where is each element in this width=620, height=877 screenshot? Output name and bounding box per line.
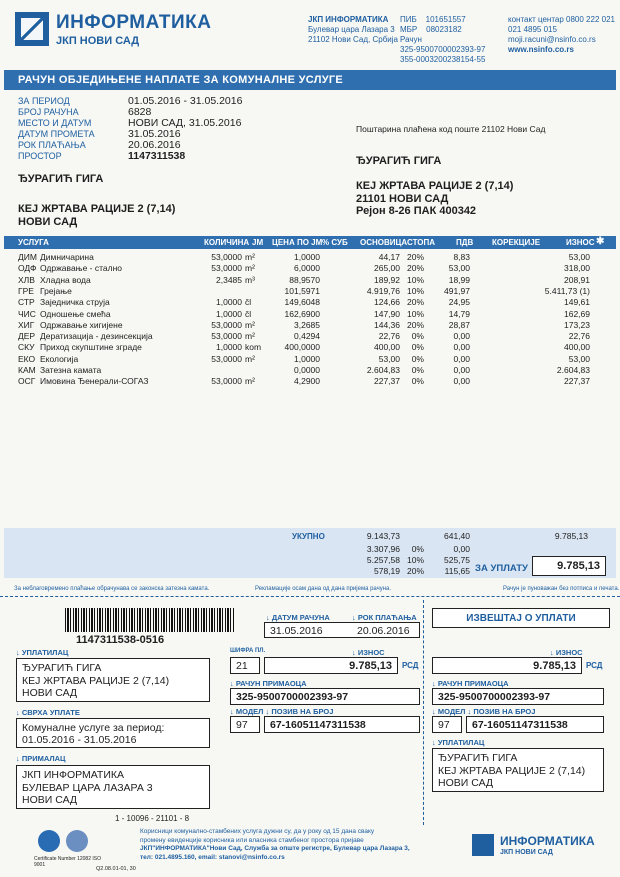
- totals-amount: 9.785,13: [554, 531, 588, 541]
- cell-name: Димничарина: [40, 252, 94, 262]
- slip-amount-box: 9.785,13: [264, 657, 398, 674]
- cell-price: 101,5971: [284, 285, 320, 296]
- cell-amount: 318,00: [564, 263, 590, 274]
- recipient-name: ЂУРАГИЋ ГИГА: [356, 155, 442, 167]
- dates-box: 31.05.2016 20.06.2016: [264, 622, 420, 638]
- payer-label: ↓ УПЛАТИЛАЦ: [16, 648, 69, 657]
- purpose-label: ↓ СВРХА УПЛАТЕ: [16, 708, 80, 717]
- certificate-label: Certificate Number 12082 ISO 9001: [34, 856, 101, 868]
- cell-base: 265,00: [374, 263, 400, 274]
- receipt-account-label: ↓ РАЧУН ПРИМАОЦА: [432, 679, 509, 688]
- table-row: [0, 342, 620, 353]
- cell-amount: 53,00: [568, 353, 590, 364]
- receipt-payer-label: ↓ УПЛАТИЛАЦ: [432, 738, 485, 747]
- cell-code: ЧИС: [18, 308, 36, 319]
- cell-name: Дератизација - дезинсекција: [40, 331, 153, 342]
- note-complaints: Рекламације осам дана од дана пријема рачуна.: [255, 586, 392, 592]
- pay-amount: 9.785,13: [532, 556, 606, 576]
- cell-rate: 0%: [411, 353, 424, 364]
- cell-code: ГРЕ: [18, 285, 34, 296]
- slip-account-box: 325-9500700002393-97: [230, 688, 420, 705]
- cell-amount: 22,76: [568, 331, 590, 342]
- cell-price: 162,6900: [284, 308, 320, 319]
- note-interest: За неблаговремено плаћање обрачунава се законска затезна камата.: [14, 586, 210, 592]
- cell-vat: 24,95: [448, 297, 470, 308]
- cell-amount: 227,37: [564, 376, 590, 387]
- cell-qty: 53,0000: [211, 353, 242, 364]
- service-table: [0, 252, 620, 402]
- cell-amount: 162,69: [564, 308, 590, 319]
- cell-code: СКУ: [18, 342, 35, 353]
- cell-qty: 53,0000: [211, 263, 242, 274]
- info-labels: ЗА ПЕРИОД БРОЈ РАЧУНА МЕСТО И ДАТУМ ДАТУМ ПРОМЕТА РОК ПЛАЋАЊА ПРОСТОР: [18, 96, 95, 161]
- info-values: 01.05.2016 - 31.05.2016 6828 НОВИ САД, 31.05.2016 31.05.2016 20.06.2016 1147311538: [128, 95, 243, 162]
- contact-block: контакт центар 0800 222 021 021 4895 015 moji.racuni@nsinfo.co.rs www.nsinfo.co.rs: [508, 15, 615, 54]
- slip-account-label: ↓ РАЧУН ПРИМАОЦА: [230, 679, 307, 688]
- breakdown-vat: 525,75: [444, 555, 470, 565]
- cell-base: 2.604,83: [366, 365, 400, 375]
- receipt-reference-box: 67-16051147311538: [466, 716, 604, 733]
- table-row: [0, 309, 620, 320]
- cell-unit: m²: [245, 376, 255, 387]
- cell-qty: 53,0000: [211, 331, 242, 342]
- cell-code: ЕКО: [18, 353, 36, 364]
- cell-name: Одржавање хигијене: [40, 319, 123, 330]
- cell-vat: 491,97: [444, 285, 470, 296]
- receipt-amount-label: ↓ ИЗНОС: [550, 648, 583, 657]
- cell-base: 4.919,76: [366, 285, 400, 296]
- cell-name: Имовина Ђенерали-СОГАЗ: [40, 376, 149, 387]
- cell-amount: 2.604,83: [556, 365, 590, 375]
- breakdown-vat: 115,65: [444, 566, 470, 576]
- cell-rate: 10%: [406, 308, 424, 319]
- cell-code: ДЕР: [18, 331, 36, 342]
- tax-block: ПИБ 101651557 МБР 08023182 Рачун 325-9500700002393-97 355-0003200238154-55: [400, 15, 486, 64]
- cell-name: Одржавање - стално: [40, 263, 123, 274]
- cell-price: 3,2685: [294, 319, 320, 330]
- cell-price: 6,0000: [294, 263, 320, 274]
- cell-vat: 8,83: [453, 252, 470, 262]
- cell-name: Екологија: [40, 353, 79, 364]
- receipt-account-box: 325-9500700002393-97: [432, 688, 604, 705]
- isoqar-stamp-icon: [38, 830, 60, 852]
- cell-base: 144,36: [374, 319, 400, 330]
- cell-rate: 10%: [406, 285, 424, 296]
- cell-price: 1,0000: [294, 353, 320, 364]
- cell-price: 0,0000: [294, 365, 320, 375]
- cell-unit: čl: [245, 308, 252, 319]
- cell-rate: 10%: [406, 274, 424, 285]
- cell-code: ДИМ: [18, 252, 37, 262]
- cell-qty: 1,0000: [216, 308, 242, 319]
- cell-price: 400,0000: [284, 342, 320, 353]
- logo-mark: [15, 12, 49, 46]
- breakdown-base: 5.257,58: [366, 555, 400, 565]
- footer-brand-sub: ЈКП НОВИ САД: [500, 849, 553, 856]
- cell-code: СТР: [18, 297, 35, 308]
- cell-name: Одношење смећа: [40, 308, 111, 319]
- cell-price: 88,9570: [289, 274, 320, 285]
- cell-vat: 0,00: [453, 376, 470, 387]
- receipt-amount-box: 9.785,13: [432, 657, 582, 674]
- receipt-model-label: ↓ МОДЕЛ ↓ ПОЗИВ НА БРОЈ: [432, 707, 536, 716]
- note-signature: Рачун је пуноважан без потписа и печата.: [503, 586, 620, 592]
- barcode-number: 1147311538-0516: [76, 634, 165, 646]
- cell-unit: kom: [245, 342, 262, 353]
- cell-code: ХЛВ: [18, 274, 35, 285]
- due-date-label: ↓ РОК ПЛАЋАЊА: [352, 613, 417, 622]
- table-row: [0, 275, 620, 286]
- brand-title: ИНФОРМАТИКА: [56, 12, 212, 33]
- slip-footer-code: 1 - 10096 - 21101 - 8: [115, 814, 190, 823]
- brand-subtitle: ЈКП НОВИ САД: [56, 35, 140, 47]
- cell-amount: 208,91: [564, 274, 590, 285]
- receipt-model-box: 97: [432, 716, 462, 733]
- breakdown-base: 3.307,96: [366, 544, 400, 554]
- cell-base: 44,17: [378, 252, 400, 262]
- cell-unit: m²: [245, 353, 255, 364]
- cell-qty: 1,0000: [216, 342, 242, 353]
- cell-rate: 20%: [406, 297, 424, 308]
- footer-notice: Корисници комунално-стамбених услуга дужни су, да у року од 15 дана сваку промену евиденције корисника или власника стамбеног простора пријаве ЈКП"ИНФОРМАТИКА"Нови Сад, Служба за опште регистре, Булевар цара Лазара 3, тел: 021.4895.160, email: stanovi@nsinfo.co.rs: [140, 828, 410, 861]
- cell-base: 400,00: [374, 342, 400, 353]
- cell-qty: 53,0000: [211, 319, 242, 330]
- cell-code: ОСГ: [18, 376, 36, 387]
- cell-qty: 2,3485: [216, 274, 242, 285]
- cut-line: [0, 596, 620, 597]
- cell-base: 53,00: [378, 353, 400, 364]
- cell-qty: 53,0000: [211, 376, 242, 387]
- cell-amount: 53,00: [568, 252, 590, 262]
- slip-divider: [423, 600, 424, 825]
- recipient-address: КЕЈ ЖРТАВА РАЦИЈЕ 2 (7,14) 21101 НОВИ САД Рејон 8-26 ПАК 400342: [356, 180, 514, 217]
- cell-base: 22,76: [378, 331, 400, 342]
- breakdown-rate: 0%: [411, 544, 424, 554]
- table-row: [0, 320, 620, 331]
- cell-vat: 18,99: [448, 274, 470, 285]
- form-code: Q2.08.01-01, 30: [96, 866, 136, 872]
- cell-amount: 173,23: [564, 319, 590, 330]
- cell-price: 0,4294: [294, 331, 320, 342]
- cell-vat: 0,00: [453, 353, 470, 364]
- cell-amount: 5.411,73 (1): [544, 285, 590, 296]
- postage-note: Поштарина плаћена код поште 21102 Нови Сад: [356, 124, 546, 134]
- table-row: [0, 252, 620, 263]
- breakdown-rate: 20%: [406, 566, 424, 576]
- table-row: [0, 354, 620, 365]
- breakdown-vat: 0,00: [453, 544, 470, 554]
- table-row: [0, 286, 620, 297]
- cell-rate: 20%: [406, 252, 424, 262]
- receipt-payer-box: ЂУРАГИЋ ГИГА КЕЈ ЖРТАВА РАЦИЈЕ 2 (7,14) НОВИ САД: [432, 748, 604, 792]
- cell-unit: m²: [245, 252, 255, 262]
- footer-logo-icon: [472, 834, 494, 856]
- slip-recipient-box: ЈКП ИНФОРМАТИКА БУЛЕВАР ЦАРА ЛАЗАРА 3 НОВИ САД: [16, 765, 210, 809]
- cell-rate: 0%: [411, 331, 424, 342]
- totals-label: УКУПНО: [292, 532, 325, 541]
- cell-vat: 0,00: [453, 342, 470, 353]
- breakdown-rate: 10%: [406, 555, 424, 565]
- cell-code: ОДФ: [18, 263, 37, 274]
- cell-vat: 0,00: [453, 365, 470, 375]
- code-box: 21: [230, 657, 260, 674]
- cell-unit: čl: [245, 297, 252, 308]
- payer-box: ЂУРАГИЋ ГИГА КЕЈ ЖРТАВА РАЦИЈЕ 2 (7,14) НОВИ САД: [16, 658, 210, 702]
- cell-rate: 0%: [411, 342, 424, 353]
- slip-model-box: 97: [230, 716, 260, 733]
- purpose-box: Комуналне услуге за период: 01.05.2016 - 31.05.2016: [16, 718, 210, 748]
- cell-amount: 400,00: [564, 342, 590, 353]
- ukas-stamp-icon: [66, 830, 88, 852]
- pay-label: ЗА УПЛАТУ: [475, 563, 528, 574]
- table-row: [0, 376, 620, 387]
- cell-vat: 53,00: [448, 263, 470, 274]
- cell-qty: 1,0000: [216, 297, 242, 308]
- cell-name: Заједничка струја: [40, 297, 110, 308]
- cell-rate: 0%: [411, 376, 424, 387]
- breakdown-base: 578,19: [374, 566, 400, 576]
- cell-unit: m²: [245, 319, 255, 330]
- slip-model-label: ↓ МОДЕЛ ↓ ПОЗИВ НА БРОЈ: [230, 707, 334, 716]
- table-row: [0, 331, 620, 342]
- cell-rate: 0%: [411, 365, 424, 375]
- table-row: [0, 297, 620, 308]
- customer-address: КЕЈ ЖРТАВА РАЦИЈЕ 2 (7,14) НОВИ САД: [18, 203, 176, 228]
- asterisk-icon: ✱: [596, 236, 605, 247]
- cell-qty: 53,0000: [211, 252, 242, 262]
- cell-amount: 149,61: [564, 297, 590, 308]
- cell-base: 227,37: [374, 376, 400, 387]
- cell-vat: 0,00: [453, 331, 470, 342]
- cell-name: Затезна камата: [40, 365, 102, 375]
- slip-currency: РСД: [402, 661, 419, 670]
- cell-base: 147,90: [374, 308, 400, 319]
- receipt-title: ИЗВЕШТАЈ О УПЛАТИ: [432, 608, 610, 628]
- receipt-currency: РСД: [586, 661, 603, 670]
- table-header: УСЛУГА КОЛИЧИНА ЈМ ЦЕНА ПО ЈМ % СУБ ОСНОВИЦА СТОПА ПДВ КОРЕКЦИЈЕ ИЗНОС ✱: [4, 236, 616, 249]
- cell-name: Грејање: [40, 285, 72, 296]
- cell-code: КАМ: [18, 365, 36, 375]
- cell-name: Хладна вода: [40, 274, 91, 285]
- company-block: ЈКП ИНФОРМАТИКА Булевар цара Лазара 3 21102 Нови Сад, Србија: [308, 15, 398, 44]
- invoice-title: РАЧУН ОБЈЕДИЊЕНЕ НАПЛАТЕ ЗА КОМУНАЛНЕ УСЛУГЕ: [4, 70, 616, 90]
- slip-reference-box: 67-16051147311538: [264, 716, 420, 733]
- cell-vat: 28,87: [448, 319, 470, 330]
- cell-unit: m²: [245, 263, 255, 274]
- cell-name: Приход скупштине зграде: [40, 342, 142, 353]
- breakdown-row: [0, 544, 620, 555]
- cell-price: 149,6048: [284, 297, 320, 308]
- barcode: [65, 608, 235, 632]
- amount-label: ↓ ИЗНОС: [352, 648, 385, 657]
- customer-name: ЂУРАГИЋ ГИГА: [18, 173, 104, 185]
- cell-rate: 20%: [406, 319, 424, 330]
- footer-brand: ИНФОРМАТИКА: [500, 834, 595, 848]
- cell-base: 124,66: [374, 297, 400, 308]
- invoice-date-label: ↓ ДАТУМ РАЧУНА: [266, 613, 330, 622]
- code-label: ШИФРА ПЛ.: [230, 648, 266, 654]
- cell-price: 1,0000: [294, 252, 320, 262]
- cell-rate: 20%: [406, 263, 424, 274]
- cell-unit: m³: [245, 274, 255, 285]
- cell-unit: m²: [245, 331, 255, 342]
- cell-vat: 14,79: [448, 308, 470, 319]
- slip-recipient-label: ↓ ПРИМАЛАЦ: [16, 754, 66, 763]
- table-row: [0, 263, 620, 274]
- cell-base: 189,92: [374, 274, 400, 285]
- table-row: [0, 365, 620, 376]
- totals-base: 9.143,73: [366, 531, 400, 541]
- cell-code: ХИГ: [18, 319, 35, 330]
- totals-vat: 641,40: [444, 531, 470, 541]
- cell-price: 4,2900: [294, 376, 320, 387]
